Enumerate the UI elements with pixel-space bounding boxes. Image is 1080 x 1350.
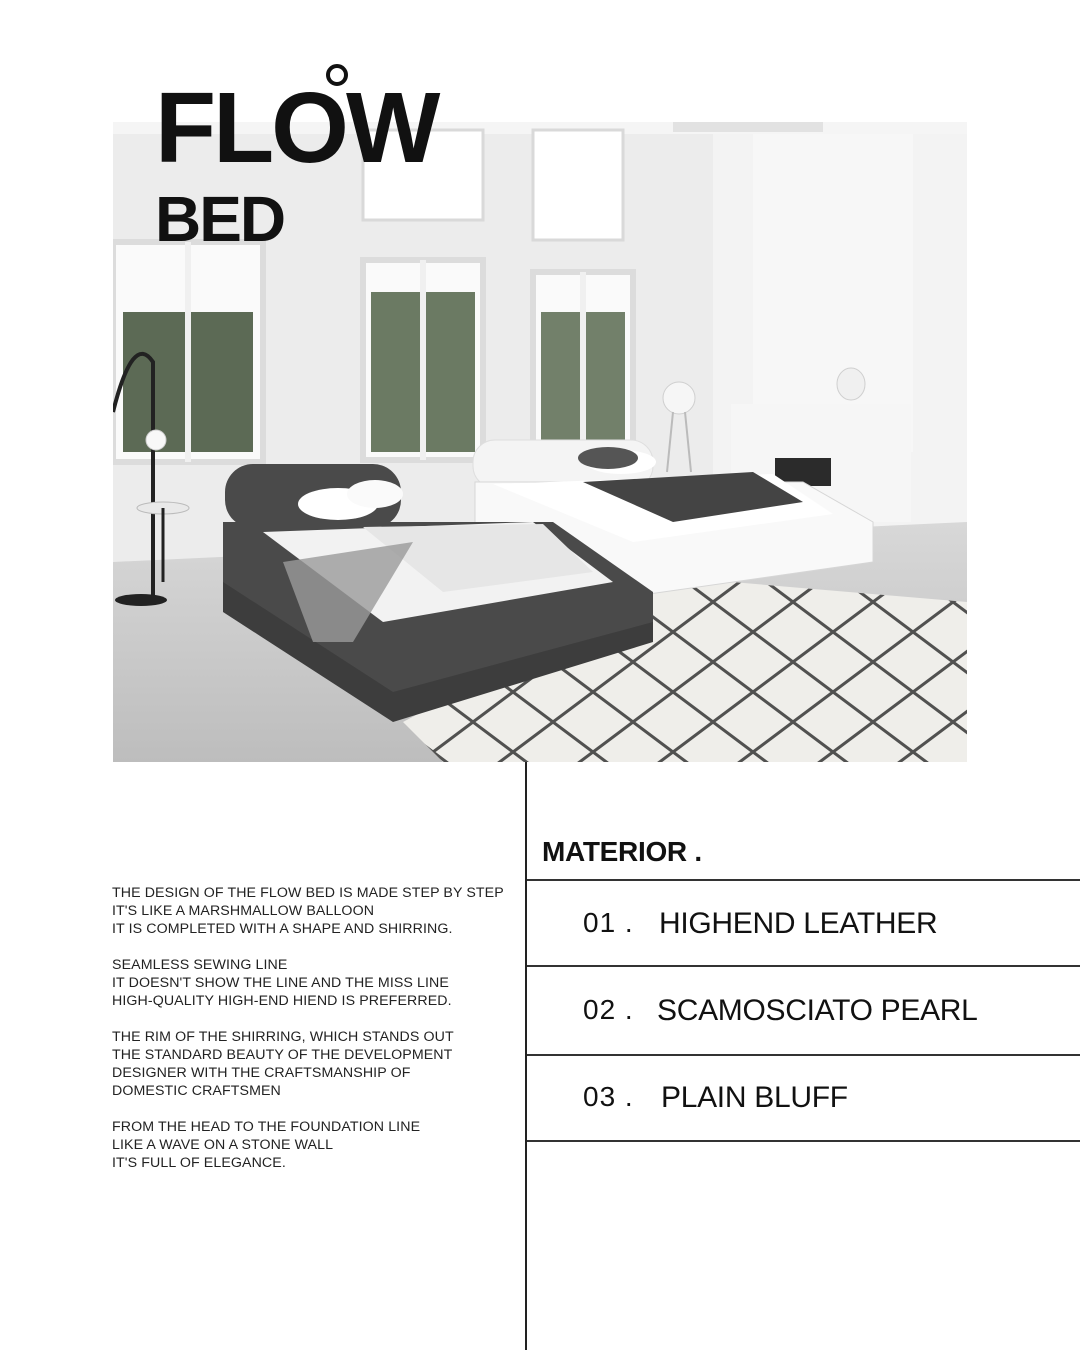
material-item [527, 967, 1080, 1053]
ring-icon [326, 64, 348, 86]
material-item [527, 880, 1080, 966]
material-number: 01 . [583, 907, 634, 938]
materials-heading: MATERIOR . [542, 836, 702, 867]
material-name: SCAMOSCIATO PEARL [657, 994, 978, 1027]
title-flow: FLOW [155, 72, 438, 184]
material-name: PLAIN BLUFF [661, 1081, 848, 1114]
description-text [112, 884, 512, 1190]
description-paragraph: SEAMLESS SEWING LINE IT DOESN'T SHOW THE LINE AND THE MISS LINE HIGH-QUALITY HIGH-END HIEND IS PREFERRED. [112, 957, 452, 1009]
material-number: 03 . [583, 1081, 634, 1112]
description-paragraph: THE RIM OF THE SHIRRING, WHICH STANDS OUT THE STANDARD BEAUTY OF THE DEVELOPMENT DESIGNER WITH THE CRAFTSMANSHIP OF DOMESTIC CRAFTSMEN [112, 1029, 454, 1099]
title-bed: BED [155, 183, 285, 255]
material-item [527, 1054, 1080, 1140]
description-paragraph: THE DESIGN OF THE FLOW BED IS MADE STEP BY STEP IT'S LIKE A MARSHMALLOW BALLOON IT IS COMPLETED WITH A SHAPE AND SHIRRING. [112, 885, 504, 937]
description-paragraph: FROM THE HEAD TO THE FOUNDATION LINE LIKE A WAVE ON A STONE WALL IT'S FULL OF ELEGANCE. [112, 1119, 421, 1171]
material-name: HIGHEND LEATHER [659, 907, 938, 940]
divider [527, 1140, 1080, 1142]
material-number: 02 . [583, 994, 634, 1025]
